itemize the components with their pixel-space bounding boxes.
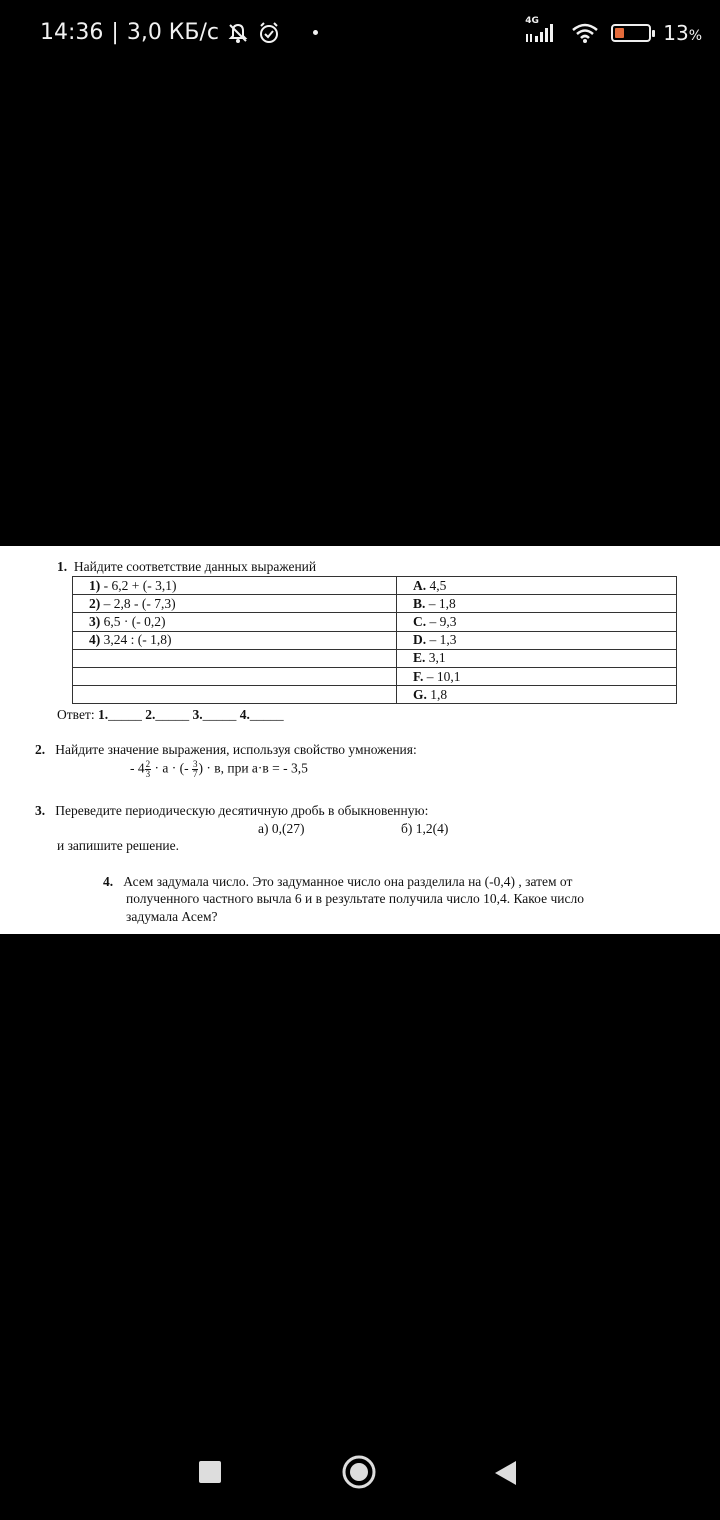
expression-number: 2) (89, 595, 101, 611)
answer-cell (397, 649, 677, 667)
navigation-bar (0, 1430, 720, 1520)
alarm-icon (257, 21, 281, 45)
question-2-expression: - 4 $\frac{2}{3}$ · a · (- $\frac{3}{7}$ ) · в, при a·в = - 3,5 (130, 759, 308, 779)
separator: | (111, 20, 119, 45)
question-3-option-b: б) 1,2(4) (401, 821, 449, 836)
table-row (73, 577, 677, 595)
expression-cell (73, 631, 397, 649)
table-row (73, 686, 677, 704)
answer-cell (397, 631, 677, 649)
battery-fill (615, 28, 624, 38)
table-row (73, 667, 677, 685)
expression-cell (73, 577, 397, 595)
answer-value: 1,8 (426, 686, 448, 702)
expression-cell (73, 595, 397, 613)
recent-apps-button[interactable] (199, 1461, 221, 1483)
matching-table (72, 576, 677, 704)
home-button[interactable] (342, 1455, 376, 1489)
expression-cell (73, 667, 397, 685)
question-1-title: 1. Найдите соответствие данных выражений (57, 559, 317, 574)
question-3-title: 3. Переведите периодическую десятичную дробь в обыкновенную: (35, 803, 429, 818)
answer-cell (397, 686, 677, 704)
answer-value: – 9,3 (426, 613, 457, 629)
question-3-footer: и запишите решение. (57, 838, 180, 853)
question-3-option-a: а) 0,(27) (258, 821, 305, 836)
table-row (73, 631, 677, 649)
status-left (40, 20, 318, 45)
worksheet-image (0, 546, 720, 934)
answer-letter: A. (413, 577, 427, 593)
network-type: 4G (525, 16, 539, 26)
answer-cell (397, 613, 677, 631)
answer-letter: E. (413, 650, 426, 666)
answer-cell (397, 595, 677, 613)
question-4-line-2: полученного частного вычла 6 и в результате получила число 10,4. Какое число (126, 891, 584, 906)
expression-cell (73, 613, 397, 631)
status-bar (0, 0, 720, 70)
expression-text: 6,5 · (- 0,2) (100, 613, 166, 629)
answer-letter: D. (413, 632, 427, 648)
answer-letter: B. (413, 595, 426, 611)
answer-value: – 1,3 (426, 632, 457, 648)
question-4-line-3: задумала Асем? (126, 909, 218, 924)
expression-text: 3,24 : (- 1,8) (100, 632, 172, 648)
answer-value: – 10,1 (423, 668, 461, 684)
network-speed: 3,0 КБ/с (126, 20, 220, 45)
answer-cell (397, 667, 677, 685)
clock: 14:36 (40, 20, 104, 45)
expression-text: – 2,8 - (- 7,3) (100, 595, 176, 611)
answer-letter: C. (413, 613, 427, 629)
question-4-line-1: 4. Асем задумала число. Это задуманное число она разделила на (-0,4) , затем от (103, 874, 573, 889)
wifi-icon (571, 22, 599, 44)
expression-number: 1) (89, 577, 101, 593)
table-row (73, 649, 677, 667)
answer-value: – 1,8 (425, 595, 456, 611)
expression-text: - 6,2 + (- 3,1) (100, 577, 177, 593)
answer-cell (397, 577, 677, 595)
battery-icon (611, 24, 651, 42)
expression-cell (73, 686, 397, 704)
signal-icon (523, 16, 559, 46)
answer-letter: G. (413, 686, 427, 702)
dot-icon (313, 30, 318, 35)
mute-bell-icon (227, 22, 249, 44)
table-row (73, 613, 677, 631)
question-2-title: 2. Найдите значение выражения, используя свойство умножения: (35, 742, 417, 757)
answer-value: 3,1 (425, 650, 446, 666)
answer-line: Ответ: 1._____ 2._____ 3._____ 4._____ (57, 707, 284, 722)
answer-letter: F. (413, 668, 424, 684)
back-button[interactable] (494, 1460, 518, 1486)
expression-cell (73, 649, 397, 667)
expression-number: 3) (89, 613, 101, 629)
table-row (73, 595, 677, 613)
expression-number: 4) (89, 632, 101, 648)
status-right (523, 16, 702, 46)
answer-value: 4,5 (426, 577, 447, 593)
battery-percent: 13% (663, 21, 702, 45)
